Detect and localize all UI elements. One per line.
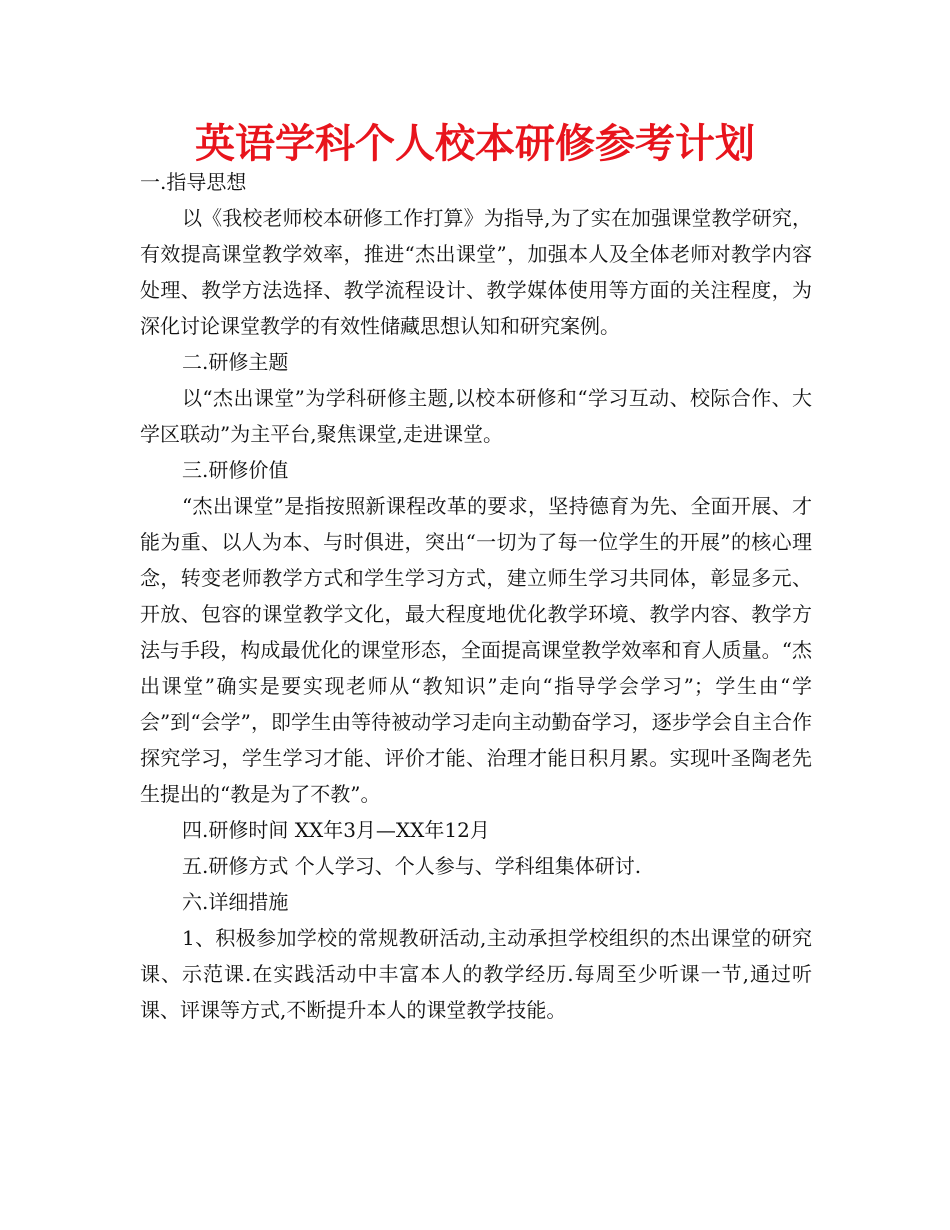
section-heading-value: 三.研修价值 (182, 458, 289, 482)
paragraph-theme: 以“杰出课堂”为学科研修主题,以校本研修和“学习互动、校际合作、大学区联动”为主平台,聚焦课堂,走进课堂。 (140, 386, 812, 446)
paragraph-guiding-thought: 以《我校老师校本研修工作打算》为指导,为了实在加强课堂教学研究，有效提高课堂教学效率，推进“杰出课堂”，加强本人及全体老师对教学内容处理、教学方法选择、教学流程设计、教学媒体使用等方面的关注程度，为深化讨论课堂教学的有效性储藏思想认知和研究案例。 (140, 206, 812, 338)
section-heading-measures: 六.详细措施 (182, 890, 289, 914)
document-title: 英语学科个人校本研修参考计划 (195, 120, 755, 167)
section-heading-theme: 二.研修主题 (182, 350, 289, 374)
section-heading-guiding-thought: 一.指导思想 (140, 170, 247, 194)
section-heading-method: 五.研修方式 个人学习、个人参与、学科组集体研讨. (182, 854, 642, 878)
paragraph-value: “杰出课堂”是指按照新课程改革的要求，坚持德育为先、全面开展、才能为重、以人为本、与时俱进，突出“一切为了每一位学生的开展”的核心理念，转变老师教学方式和学生学习方式，建立师生学习共同体，彰显多元、开放、包容的课堂教学文化，最大程度地优化教学环境、教学内容、教学方法与手段，构成最优化的课堂形态，全面提高课堂教学效率和育人质量。“杰出课堂”确实是要实现老师从“教知识”走向“指导学会学习”；学生由“学会”到“会学”，即学生由等待被动学习走向主动勤奋学习，逐步学会自主合作探究学习，学生学习才能、评价才能、治理才能日积月累。实现叶圣陶老先生提出的“教是为了不教”。 (140, 494, 812, 806)
section-heading-time: 四.研修时间 XX年3月—XX年12月 (182, 818, 490, 842)
paragraph-measure-1: 1、积极参加学校的常规教研活动,主动承担学校组织的杰出课堂的研究课、示范课.在实践活动中丰富本人的教学经历.每周至少听课一节,通过听课、评课等方式,不断提升本人的课堂教学技能。 (140, 926, 812, 1022)
document-body (140, 164, 812, 1028)
